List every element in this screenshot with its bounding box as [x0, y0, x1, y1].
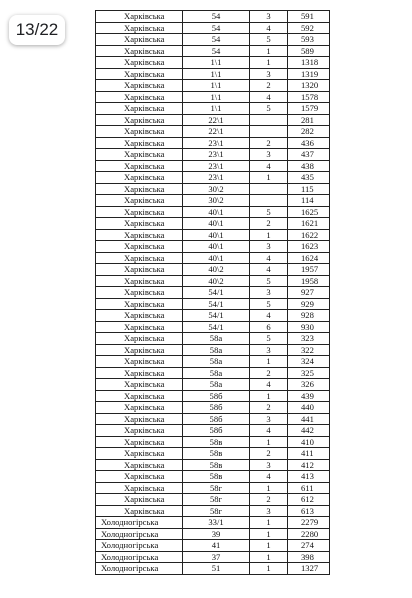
table-row: [96, 149, 330, 161]
number-cell: 1578: [288, 91, 330, 103]
house-cell: 54: [183, 11, 250, 23]
street-cell: Харківська: [96, 275, 183, 287]
house-cell: 54/1: [183, 298, 250, 310]
house-cell: 58в: [183, 459, 250, 471]
entrance-cell: 3: [250, 241, 288, 253]
house-cell: 58б: [183, 390, 250, 402]
house-cell: 41: [183, 540, 250, 552]
entrance-cell: 2: [250, 448, 288, 460]
house-cell: 58б: [183, 425, 250, 437]
number-cell: 929: [288, 298, 330, 310]
street-cell: Холодногірська: [96, 517, 183, 529]
number-cell: 1319: [288, 68, 330, 80]
entrance-cell: 1: [250, 356, 288, 368]
house-cell: 1\1: [183, 91, 250, 103]
entrance-cell: 4: [250, 252, 288, 264]
street-cell: Харківська: [96, 321, 183, 333]
number-cell: 398: [288, 551, 330, 563]
house-cell: 22\1: [183, 114, 250, 126]
house-cell: 58г: [183, 494, 250, 506]
street-cell: Харківська: [96, 367, 183, 379]
number-cell: 930: [288, 321, 330, 333]
entrance-cell: 2: [250, 80, 288, 92]
entrance-cell: 4: [250, 379, 288, 391]
house-cell: 58а: [183, 367, 250, 379]
entrance-cell: 5: [250, 206, 288, 218]
street-cell: Холодногірська: [96, 563, 183, 575]
house-cell: 23\1: [183, 160, 250, 172]
address-table-body: [96, 11, 330, 575]
street-cell: Харківська: [96, 482, 183, 494]
street-cell: Харківська: [96, 126, 183, 138]
entrance-cell: 4: [250, 471, 288, 483]
table-row: [96, 551, 330, 563]
number-cell: 440: [288, 402, 330, 414]
house-cell: 58в: [183, 436, 250, 448]
table-row: [96, 540, 330, 552]
table-row: [96, 206, 330, 218]
table-row: [96, 195, 330, 207]
street-cell: Харківська: [96, 356, 183, 368]
number-cell: 592: [288, 22, 330, 34]
house-cell: 54: [183, 34, 250, 46]
entrance-cell: 4: [250, 264, 288, 276]
house-cell: 54: [183, 45, 250, 57]
street-cell: Харківська: [96, 103, 183, 115]
street-cell: Харківська: [96, 80, 183, 92]
entrance-cell: 1: [250, 482, 288, 494]
house-cell: 33/1: [183, 517, 250, 529]
number-cell: 436: [288, 137, 330, 149]
table-row: [96, 563, 330, 575]
number-cell: 1957: [288, 264, 330, 276]
entrance-cell: 2: [250, 367, 288, 379]
table-row: [96, 126, 330, 138]
number-cell: 441: [288, 413, 330, 425]
number-cell: 1623: [288, 241, 330, 253]
table-row: [96, 45, 330, 57]
table-row: [96, 287, 330, 299]
street-cell: Харківська: [96, 45, 183, 57]
number-cell: 1958: [288, 275, 330, 287]
number-cell: 411: [288, 448, 330, 460]
street-cell: Харківська: [96, 298, 183, 310]
number-cell: 612: [288, 494, 330, 506]
table-row: [96, 425, 330, 437]
street-cell: Харківська: [96, 34, 183, 46]
table-row: [96, 183, 330, 195]
table-row: [96, 137, 330, 149]
house-cell: 58б: [183, 413, 250, 425]
house-cell: 1\1: [183, 57, 250, 69]
entrance-cell: 4: [250, 425, 288, 437]
street-cell: Холодногірська: [96, 540, 183, 552]
table-row: [96, 114, 330, 126]
house-cell: 23\1: [183, 149, 250, 161]
table-row: [96, 22, 330, 34]
number-cell: 1624: [288, 252, 330, 264]
house-cell: 40\1: [183, 241, 250, 253]
entrance-cell: 5: [250, 103, 288, 115]
table-row: [96, 68, 330, 80]
street-cell: Харківська: [96, 287, 183, 299]
entrance-cell: 3: [250, 344, 288, 356]
number-cell: 2280: [288, 528, 330, 540]
table-row: [96, 172, 330, 184]
entrance-cell: 2: [250, 137, 288, 149]
house-cell: 58а: [183, 379, 250, 391]
table-row: [96, 103, 330, 115]
number-cell: 591: [288, 11, 330, 23]
street-cell: Харківська: [96, 183, 183, 195]
entrance-cell: 2: [250, 494, 288, 506]
house-cell: 1\1: [183, 80, 250, 92]
table-row: [96, 390, 330, 402]
street-cell: Харківська: [96, 459, 183, 471]
street-cell: Харківська: [96, 494, 183, 506]
table-row: [96, 252, 330, 264]
street-cell: Харківська: [96, 172, 183, 184]
house-cell: 58в: [183, 448, 250, 460]
table-row: [96, 459, 330, 471]
entrance-cell: 3: [250, 68, 288, 80]
table-row: [96, 448, 330, 460]
number-cell: 274: [288, 540, 330, 552]
entrance-cell: 3: [250, 287, 288, 299]
number-cell: 439: [288, 390, 330, 402]
house-cell: 22\1: [183, 126, 250, 138]
table-row: [96, 160, 330, 172]
house-cell: 58а: [183, 344, 250, 356]
number-cell: 589: [288, 45, 330, 57]
house-cell: 58б: [183, 402, 250, 414]
house-cell: 54: [183, 22, 250, 34]
number-cell: 413: [288, 471, 330, 483]
entrance-cell: [250, 183, 288, 195]
house-cell: 40\2: [183, 275, 250, 287]
house-cell: 51: [183, 563, 250, 575]
house-cell: 54/1: [183, 287, 250, 299]
table-row: [96, 91, 330, 103]
entrance-cell: 1: [250, 517, 288, 529]
entrance-cell: 3: [250, 505, 288, 517]
entrance-cell: 3: [250, 11, 288, 23]
entrance-cell: 1: [250, 229, 288, 241]
street-cell: Харківська: [96, 11, 183, 23]
street-cell: Харківська: [96, 68, 183, 80]
table-row: [96, 333, 330, 345]
street-cell: Харківська: [96, 425, 183, 437]
entrance-cell: 1: [250, 57, 288, 69]
street-cell: Харківська: [96, 22, 183, 34]
number-cell: 282: [288, 126, 330, 138]
house-cell: 1\1: [183, 103, 250, 115]
table-row: [96, 505, 330, 517]
street-cell: Харківська: [96, 252, 183, 264]
house-cell: 40\2: [183, 264, 250, 276]
page-indicator: 13/22: [9, 15, 65, 45]
number-cell: 281: [288, 114, 330, 126]
number-cell: 611: [288, 482, 330, 494]
street-cell: Харківська: [96, 137, 183, 149]
street-cell: Харківська: [96, 195, 183, 207]
street-cell: Харківська: [96, 471, 183, 483]
number-cell: 1579: [288, 103, 330, 115]
table-row: [96, 298, 330, 310]
entrance-cell: 5: [250, 298, 288, 310]
table-row: [96, 494, 330, 506]
number-cell: 435: [288, 172, 330, 184]
entrance-cell: 4: [250, 22, 288, 34]
house-cell: 58а: [183, 333, 250, 345]
entrance-cell: 6: [250, 321, 288, 333]
number-cell: 1320: [288, 80, 330, 92]
street-cell: Харківська: [96, 57, 183, 69]
street-cell: Харківська: [96, 333, 183, 345]
house-cell: 40\1: [183, 229, 250, 241]
table-row: [96, 402, 330, 414]
entrance-cell: [250, 126, 288, 138]
table-row: [96, 344, 330, 356]
entrance-cell: [250, 195, 288, 207]
table-row: [96, 264, 330, 276]
table-row: [96, 379, 330, 391]
house-cell: 23\1: [183, 137, 250, 149]
address-table: [95, 10, 330, 575]
street-cell: Харківська: [96, 402, 183, 414]
table-row: [96, 218, 330, 230]
entrance-cell: 1: [250, 172, 288, 184]
table-row: [96, 471, 330, 483]
number-cell: 437: [288, 149, 330, 161]
number-cell: 1625: [288, 206, 330, 218]
entrance-cell: 4: [250, 160, 288, 172]
street-cell: Холодногірська: [96, 551, 183, 563]
house-cell: 40\1: [183, 218, 250, 230]
table-row: [96, 482, 330, 494]
table-row: [96, 80, 330, 92]
number-cell: 326: [288, 379, 330, 391]
entrance-cell: [250, 114, 288, 126]
street-cell: Харківська: [96, 149, 183, 161]
entrance-cell: 1: [250, 540, 288, 552]
street-cell: Харківська: [96, 390, 183, 402]
table-row: [96, 11, 330, 23]
number-cell: 1621: [288, 218, 330, 230]
house-cell: 58г: [183, 482, 250, 494]
table-row: [96, 310, 330, 322]
number-cell: 322: [288, 344, 330, 356]
house-cell: 40\1: [183, 252, 250, 264]
number-cell: 2279: [288, 517, 330, 529]
entrance-cell: 1: [250, 436, 288, 448]
table-row: [96, 517, 330, 529]
entrance-cell: 1: [250, 551, 288, 563]
street-cell: Харківська: [96, 91, 183, 103]
number-cell: 1327: [288, 563, 330, 575]
table-row: [96, 275, 330, 287]
street-cell: Харківська: [96, 379, 183, 391]
house-cell: 37: [183, 551, 250, 563]
number-cell: 114: [288, 195, 330, 207]
entrance-cell: 5: [250, 275, 288, 287]
table-row: [96, 57, 330, 69]
table-row: [96, 321, 330, 333]
number-cell: 412: [288, 459, 330, 471]
house-cell: 54/1: [183, 310, 250, 322]
entrance-cell: 1: [250, 563, 288, 575]
number-cell: 324: [288, 356, 330, 368]
street-cell: Харківська: [96, 344, 183, 356]
house-cell: 1\1: [183, 68, 250, 80]
house-cell: 58г: [183, 505, 250, 517]
house-cell: 23\1: [183, 172, 250, 184]
house-cell: 39: [183, 528, 250, 540]
table-row: [96, 413, 330, 425]
table-row: [96, 367, 330, 379]
number-cell: 438: [288, 160, 330, 172]
house-cell: 40\1: [183, 206, 250, 218]
entrance-cell: 2: [250, 402, 288, 414]
number-cell: 1622: [288, 229, 330, 241]
entrance-cell: 2: [250, 218, 288, 230]
house-cell: 54/1: [183, 321, 250, 333]
entrance-cell: 3: [250, 149, 288, 161]
street-cell: Харківська: [96, 206, 183, 218]
entrance-cell: 4: [250, 310, 288, 322]
house-cell: 30\2: [183, 183, 250, 195]
number-cell: 927: [288, 287, 330, 299]
entrance-cell: 3: [250, 459, 288, 471]
entrance-cell: 1: [250, 528, 288, 540]
entrance-cell: 1: [250, 390, 288, 402]
table-row: [96, 356, 330, 368]
number-cell: 442: [288, 425, 330, 437]
street-cell: Харківська: [96, 229, 183, 241]
number-cell: 593: [288, 34, 330, 46]
house-cell: 58а: [183, 356, 250, 368]
number-cell: 115: [288, 183, 330, 195]
house-cell: 30\2: [183, 195, 250, 207]
entrance-cell: 1: [250, 45, 288, 57]
table-row: [96, 436, 330, 448]
number-cell: 410: [288, 436, 330, 448]
street-cell: Харківська: [96, 160, 183, 172]
entrance-cell: 3: [250, 413, 288, 425]
number-cell: 928: [288, 310, 330, 322]
street-cell: Харківська: [96, 448, 183, 460]
table-row: [96, 34, 330, 46]
table-row: [96, 229, 330, 241]
number-cell: 1318: [288, 57, 330, 69]
street-cell: Харківська: [96, 264, 183, 276]
street-cell: Харківська: [96, 310, 183, 322]
street-cell: Харківська: [96, 436, 183, 448]
entrance-cell: 4: [250, 91, 288, 103]
entrance-cell: 5: [250, 333, 288, 345]
table-row: [96, 528, 330, 540]
number-cell: 325: [288, 367, 330, 379]
street-cell: Харківська: [96, 505, 183, 517]
table-row: [96, 241, 330, 253]
number-cell: 323: [288, 333, 330, 345]
street-cell: Харківська: [96, 241, 183, 253]
street-cell: Холодногірська: [96, 528, 183, 540]
street-cell: Харківська: [96, 218, 183, 230]
number-cell: 613: [288, 505, 330, 517]
house-cell: 58в: [183, 471, 250, 483]
street-cell: Харківська: [96, 114, 183, 126]
street-cell: Харківська: [96, 413, 183, 425]
entrance-cell: 5: [250, 34, 288, 46]
